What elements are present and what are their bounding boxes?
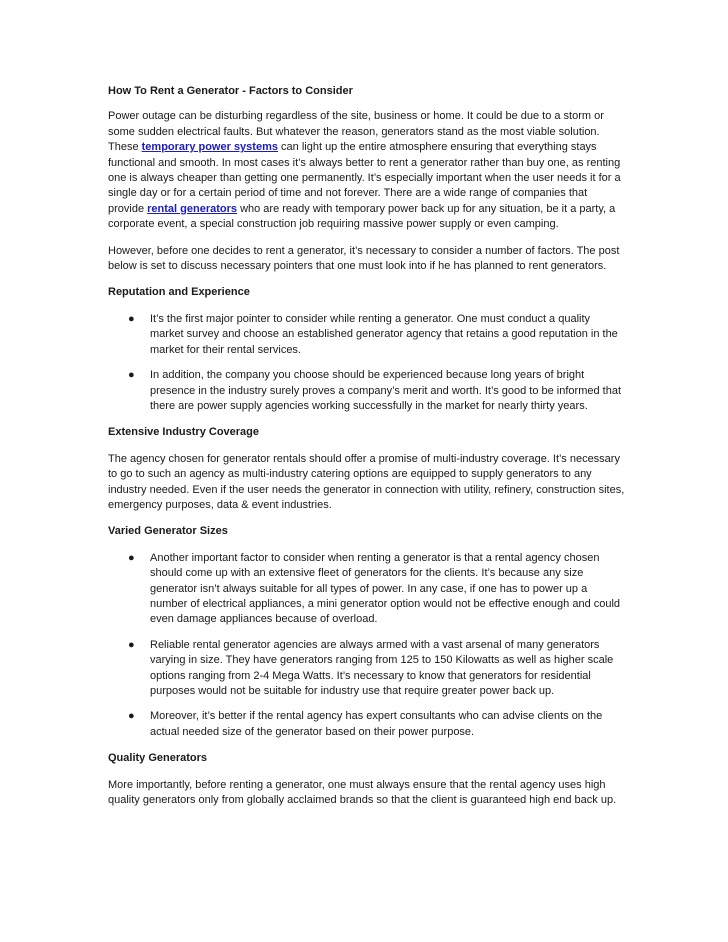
list-item-text: Reliable rental generator agencies are always armed with a vast arsenal of many generators varying in size. They have generators ranging from 125 to 150 Kilowatts as well as higher scale options ranging from 2-4 Mega Watts. It’s necessary to know that generators for residential purposes would not be suitable for industry use that require greater power back up. (150, 638, 614, 697)
bullet-icon: ● (128, 369, 135, 382)
list-item-text: It’s the first major pointer to consider while renting a generator. One must conduct a quality market survey and choose an established generator agency that retains a good reputation in the market for their rental services. (150, 312, 618, 356)
list-item-text: Moreover, it’s better if the rental agency has expert consultants who can advise clients on the actual needed size of the generator based on their power purpose. (150, 710, 603, 738)
list-item (108, 551, 626, 628)
document-page (108, 84, 626, 819)
bullet-icon: ● (128, 638, 135, 651)
intro-text-2: can light up the entire atmosphere ensuring that everything stays functional and smooth. In most cases it’s always better to rent a generator rather than buy one, as renting one is always cheaper than getting one permanently. It’s especially important when the user needs it for a single day or for a certain period of time and not forever. There are a wide range of companies that provide (108, 141, 621, 215)
reputation-heading: Reputation and Experience (108, 286, 250, 299)
list-item (108, 638, 626, 700)
list-item-text: Another important factor to consider when renting a generator is that a rental agency chosen should come up with an extensive fleet of generators for the clients. It’s because any size generator isn’t always suitable for all types of power. In any case, if one has to power up a number of electrical appliances, a mini generator option would not be effective enough and could even damage appliances because of overload. (150, 551, 621, 626)
sizes-list (108, 551, 626, 740)
bullet-icon: ● (128, 710, 135, 723)
coverage-heading: Extensive Industry Coverage (108, 426, 260, 439)
intro-paragraph (108, 109, 626, 232)
coverage-paragraph: The agency chosen for generator rentals should offer a promise of multi-industry coverage. It’s necessary to go to such an agency as multi-industry catering options are equipped to supply generators to any industry needed. Even if the user needs the generator in connection with utility, refinery, construction sites, emergency purposes, data & event industries. (108, 452, 625, 511)
intro-text-3: who are ready with temporary power back up for any situation, be it a party, a corporate event, a special construction job requiring massive power supply or even camping. (108, 202, 616, 231)
document-title: How To Rent a Generator - Factors to Consider (108, 85, 353, 97)
quality-paragraph: More importantly, before renting a generator, one must always ensure that the rental agency uses high quality generators only from globally acclaimed brands so that the client is guaranteed high end back up. (108, 778, 617, 807)
quality-heading: Quality Generators (108, 752, 208, 765)
list-item (108, 709, 626, 740)
sizes-heading: Varied Generator Sizes (108, 525, 228, 538)
temporary-power-systems-link[interactable]: temporary power systems (141, 141, 278, 154)
list-item-text: In addition, the company you choose should be experienced because long years of bright presence in the industry surely proves a company’s merit and worth. It’s good to be informed that there are power supply agencies working successfully in the market for nearly thirty years. (150, 369, 622, 412)
rental-generators-link[interactable]: rental generators (147, 202, 238, 215)
reputation-list (108, 312, 626, 414)
intro-text-1: Power outage can be disturbing regardless of the site, business or home. It could be due to a storm or some sudden electrical faults. But whatever the reason, generators stand as the most viable solution. These (108, 110, 604, 154)
bullet-icon: ● (128, 312, 135, 325)
factors-paragraph: However, before one decides to rent a generator, it’s necessary to consider a number of factors. The post below is set to discuss necessary pointers that one must look into if he has planned to rent generators. (108, 244, 620, 273)
list-item (108, 312, 626, 358)
list-item (108, 368, 626, 414)
bullet-icon: ● (128, 551, 135, 564)
